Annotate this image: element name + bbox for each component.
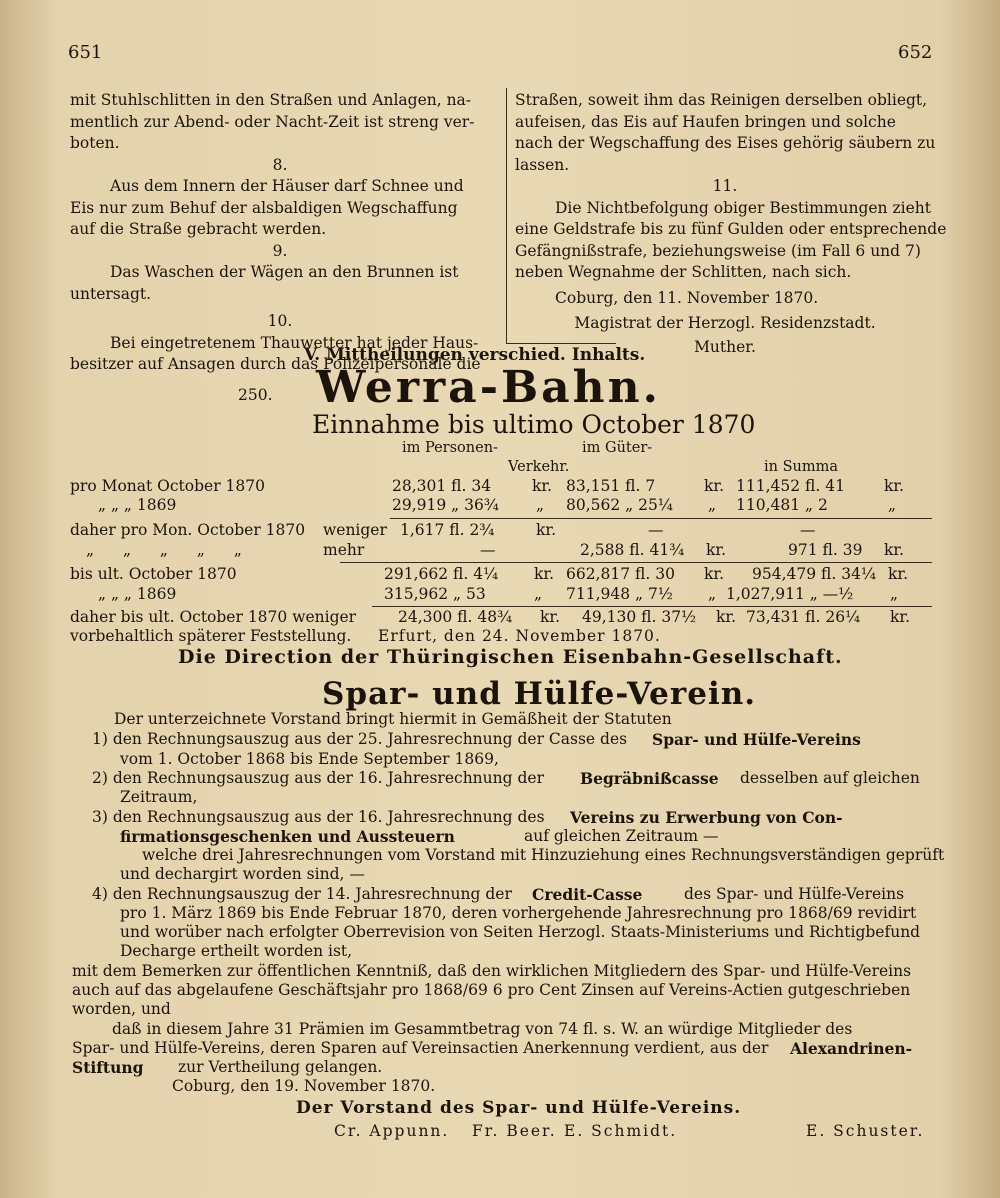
- left-column: [70, 90, 490, 376]
- table-row: pro Monat October 1870 28,301 fl. 34 kr. 83,151 fl. 7 kr. 111,452 fl. 41 kr.: [70, 477, 905, 495]
- text-line: vom 1. October 1868 bis Ende September 1869,: [120, 750, 499, 768]
- table-rule: [390, 518, 932, 519]
- notice-title: Werra-Bahn.: [316, 362, 661, 413]
- page-number-left: 651: [68, 42, 103, 63]
- text-line: 1) den Rechnungsauszug aus der 25. Jahresrechnung der Casse des Spar- und Hülfe-Vereins: [92, 730, 861, 749]
- table-row: „ „ „ 1869 315,962 „ 53 „ 711,948 „ 7½ „ 1,027,911 „ —½ „: [98, 585, 899, 603]
- notice-subtitle: Einnahme bis ultimo October 1870: [312, 410, 756, 439]
- text-line: und dechargirt worden sind, —: [120, 865, 365, 883]
- section-number: 10.: [267, 312, 293, 330]
- section-number: 9.: [272, 241, 288, 260]
- text-line: daß in diesem Jahre 31 Prämien im Gesammtbetrag von 74 fl. s. W. an würdige Mitglieder des: [112, 1020, 853, 1038]
- table-rule: [372, 606, 932, 607]
- section-number: 11.: [712, 177, 738, 195]
- text-line: Bei eingetretenem Thauwetter hat jeder Haus-: [110, 333, 479, 352]
- text-line: 2) den Rechnungsauszug aus der 16. Jahresrechnung der Begräbnißcasse desselben auf gleichen: [92, 769, 920, 788]
- text-line: aufeisen, das Eis auf Haufen bringen und solche: [515, 112, 896, 131]
- signers: Cr. Appunn. Fr. Beer. E. Schmidt. E. Schuster.: [334, 1122, 925, 1140]
- divider-line: [506, 343, 616, 344]
- right-column: [515, 90, 947, 358]
- text-line: auch auf das abgelaufene Geschäftsjahr pro 1868/69 6 pro Cent Zinsen auf Vereins-Actien gutgeschrieben: [72, 981, 911, 999]
- text-line: Die Nichtbefolgung obiger Bestimmungen zieht: [555, 198, 931, 217]
- place-date: Coburg, den 19. November 1870.: [172, 1077, 436, 1095]
- text-line: Gefängnißstrafe, beziehungsweise (im Fall 6 und 7): [515, 241, 921, 260]
- col-head-gueter: im Güter-: [582, 440, 653, 456]
- text-line: Aus dem Innern der Häuser darf Schnee und: [110, 177, 464, 195]
- section-number: 8.: [272, 155, 288, 174]
- spar-title: Spar- und Hülfe-Verein.: [322, 676, 757, 712]
- text-line: pro 1. März 1869 bis Ende Februar 1870, deren vorhergehende Jahresrechnung pro 1868/69 revidirt: [120, 904, 917, 922]
- text-line: Zeitraum,: [120, 788, 198, 806]
- railway-signature: Die Direction der Thüringischen Eisenbahn-Gesellschaft.: [178, 646, 843, 668]
- text-line: Decharge ertheilt worden ist,: [120, 942, 353, 960]
- text-line: 4) den Rechnungsauszug der 14. Jahresrechnung der Credit-Casse des Spar- und Hülfe-Vereins: [92, 885, 905, 904]
- text-line: mit Stuhlschlitten in den Straßen und Anlagen, na-: [70, 91, 472, 109]
- col-head-personen: im Personen-: [402, 440, 498, 456]
- col-head-verkehr: Verkehr.: [508, 459, 570, 475]
- table-row: daher bis ult. October 1870 weniger 24,300 fl. 48¾ kr. 49,130 fl. 37½ kr. 73,431 fl. 26¼ kr.: [70, 608, 911, 626]
- table-row: „ „ „ „ „ mehr — 2,588 fl. 41¾ kr. 971 fl. 39 kr.: [86, 541, 905, 559]
- page-number-right: 652: [898, 42, 933, 63]
- text-line: Eis nur zum Behuf der alsbaldigen Wegschaffung: [70, 198, 458, 217]
- text-line: firmationsgeschenken und Aussteuern auf gleichen Zeitraum —: [120, 827, 719, 846]
- text-line: worden, und: [72, 1000, 171, 1018]
- text-line: 3) den Rechnungsauszug aus der 16. Jahresrechnung des Vereins zu Erwerbung von Con-: [92, 808, 843, 827]
- text-line: Der unterzeichnete Vorstand bringt hiermit in Gemäßheit der Statuten: [114, 710, 672, 728]
- table-footer: vorbehaltlich späterer Feststellung. Erfurt, den 24. November 1870.: [70, 627, 661, 645]
- text-line: Stiftung zur Vertheilung gelangen.: [72, 1058, 383, 1077]
- text-line: neben Wegnahme der Schlitten, nach sich.: [515, 263, 852, 281]
- table-row: „ „ „ 1869 29,919 „ 36¾ „ 80,562 „ 25¼ „ 110,481 „ 2 „: [98, 496, 897, 514]
- text-line: lassen.: [515, 155, 570, 174]
- text-line: Spar- und Hülfe-Vereins, deren Sparen auf Vereinsactien Anerkennung verdient, aus der Alexandrinen-: [72, 1039, 913, 1058]
- text-line: besitzer auf Ansagen durch das Polizeipersonale die: [70, 355, 481, 373]
- col-head-summa: in Summa: [764, 459, 839, 475]
- text-line: mentlich zur Abend- oder Nacht-Zeit ist streng ver-: [70, 112, 475, 131]
- signer-name: Muther.: [694, 337, 756, 356]
- text-line: nach der Wegschaffung des Eises gehörig säubern zu: [515, 134, 936, 152]
- table-rule: [340, 562, 932, 563]
- text-line: boten.: [70, 134, 120, 152]
- place-date: Coburg, den 11. November 1870.: [555, 288, 819, 307]
- column-divider: [506, 88, 507, 343]
- table-row: bis ult. October 1870 291,662 fl. 4¼ kr. 662,817 fl. 30 kr. 954,479 fl. 34¼ kr.: [70, 565, 909, 583]
- text-line: untersagt.: [70, 284, 152, 303]
- text-line: Straßen, soweit ihm das Reinigen derselben obliegt,: [515, 91, 928, 109]
- authority-line: Magistrat der Herzogl. Residenzstadt.: [574, 314, 876, 332]
- text-line: auf die Straße gebracht werden.: [70, 220, 327, 238]
- vorstand-signature: Der Vorstand des Spar- und Hülfe-Vereins.: [296, 1098, 742, 1118]
- text-line: Das Waschen der Wägen an den Brunnen ist: [110, 263, 459, 281]
- text-line: und worüber nach erfolgter Oberrevision von Seiten Herzogl. Staats-Ministeriums und Richtigbefund: [120, 923, 921, 941]
- text-line: mit dem Bemerken zur öffentlichen Kenntniß, daß den wirklichen Mitgliedern des Spar- und Hülfe-Vereins: [72, 962, 912, 980]
- text-line: eine Geldstrafe bis zu fünf Gulden oder entsprechende: [515, 220, 947, 238]
- table-row: daher pro Mon. October 1870 weniger 1,617 fl. 2¾ kr. — —: [70, 521, 816, 539]
- item-number: 250.: [238, 386, 273, 404]
- section-heading: V. Mittheilungen verschied. Inhalts.: [304, 345, 646, 365]
- text-line: welche drei Jahresrechnungen vom Vorstand mit Hinzuziehung eines Rechnungsverständigen geprüft: [142, 846, 945, 864]
